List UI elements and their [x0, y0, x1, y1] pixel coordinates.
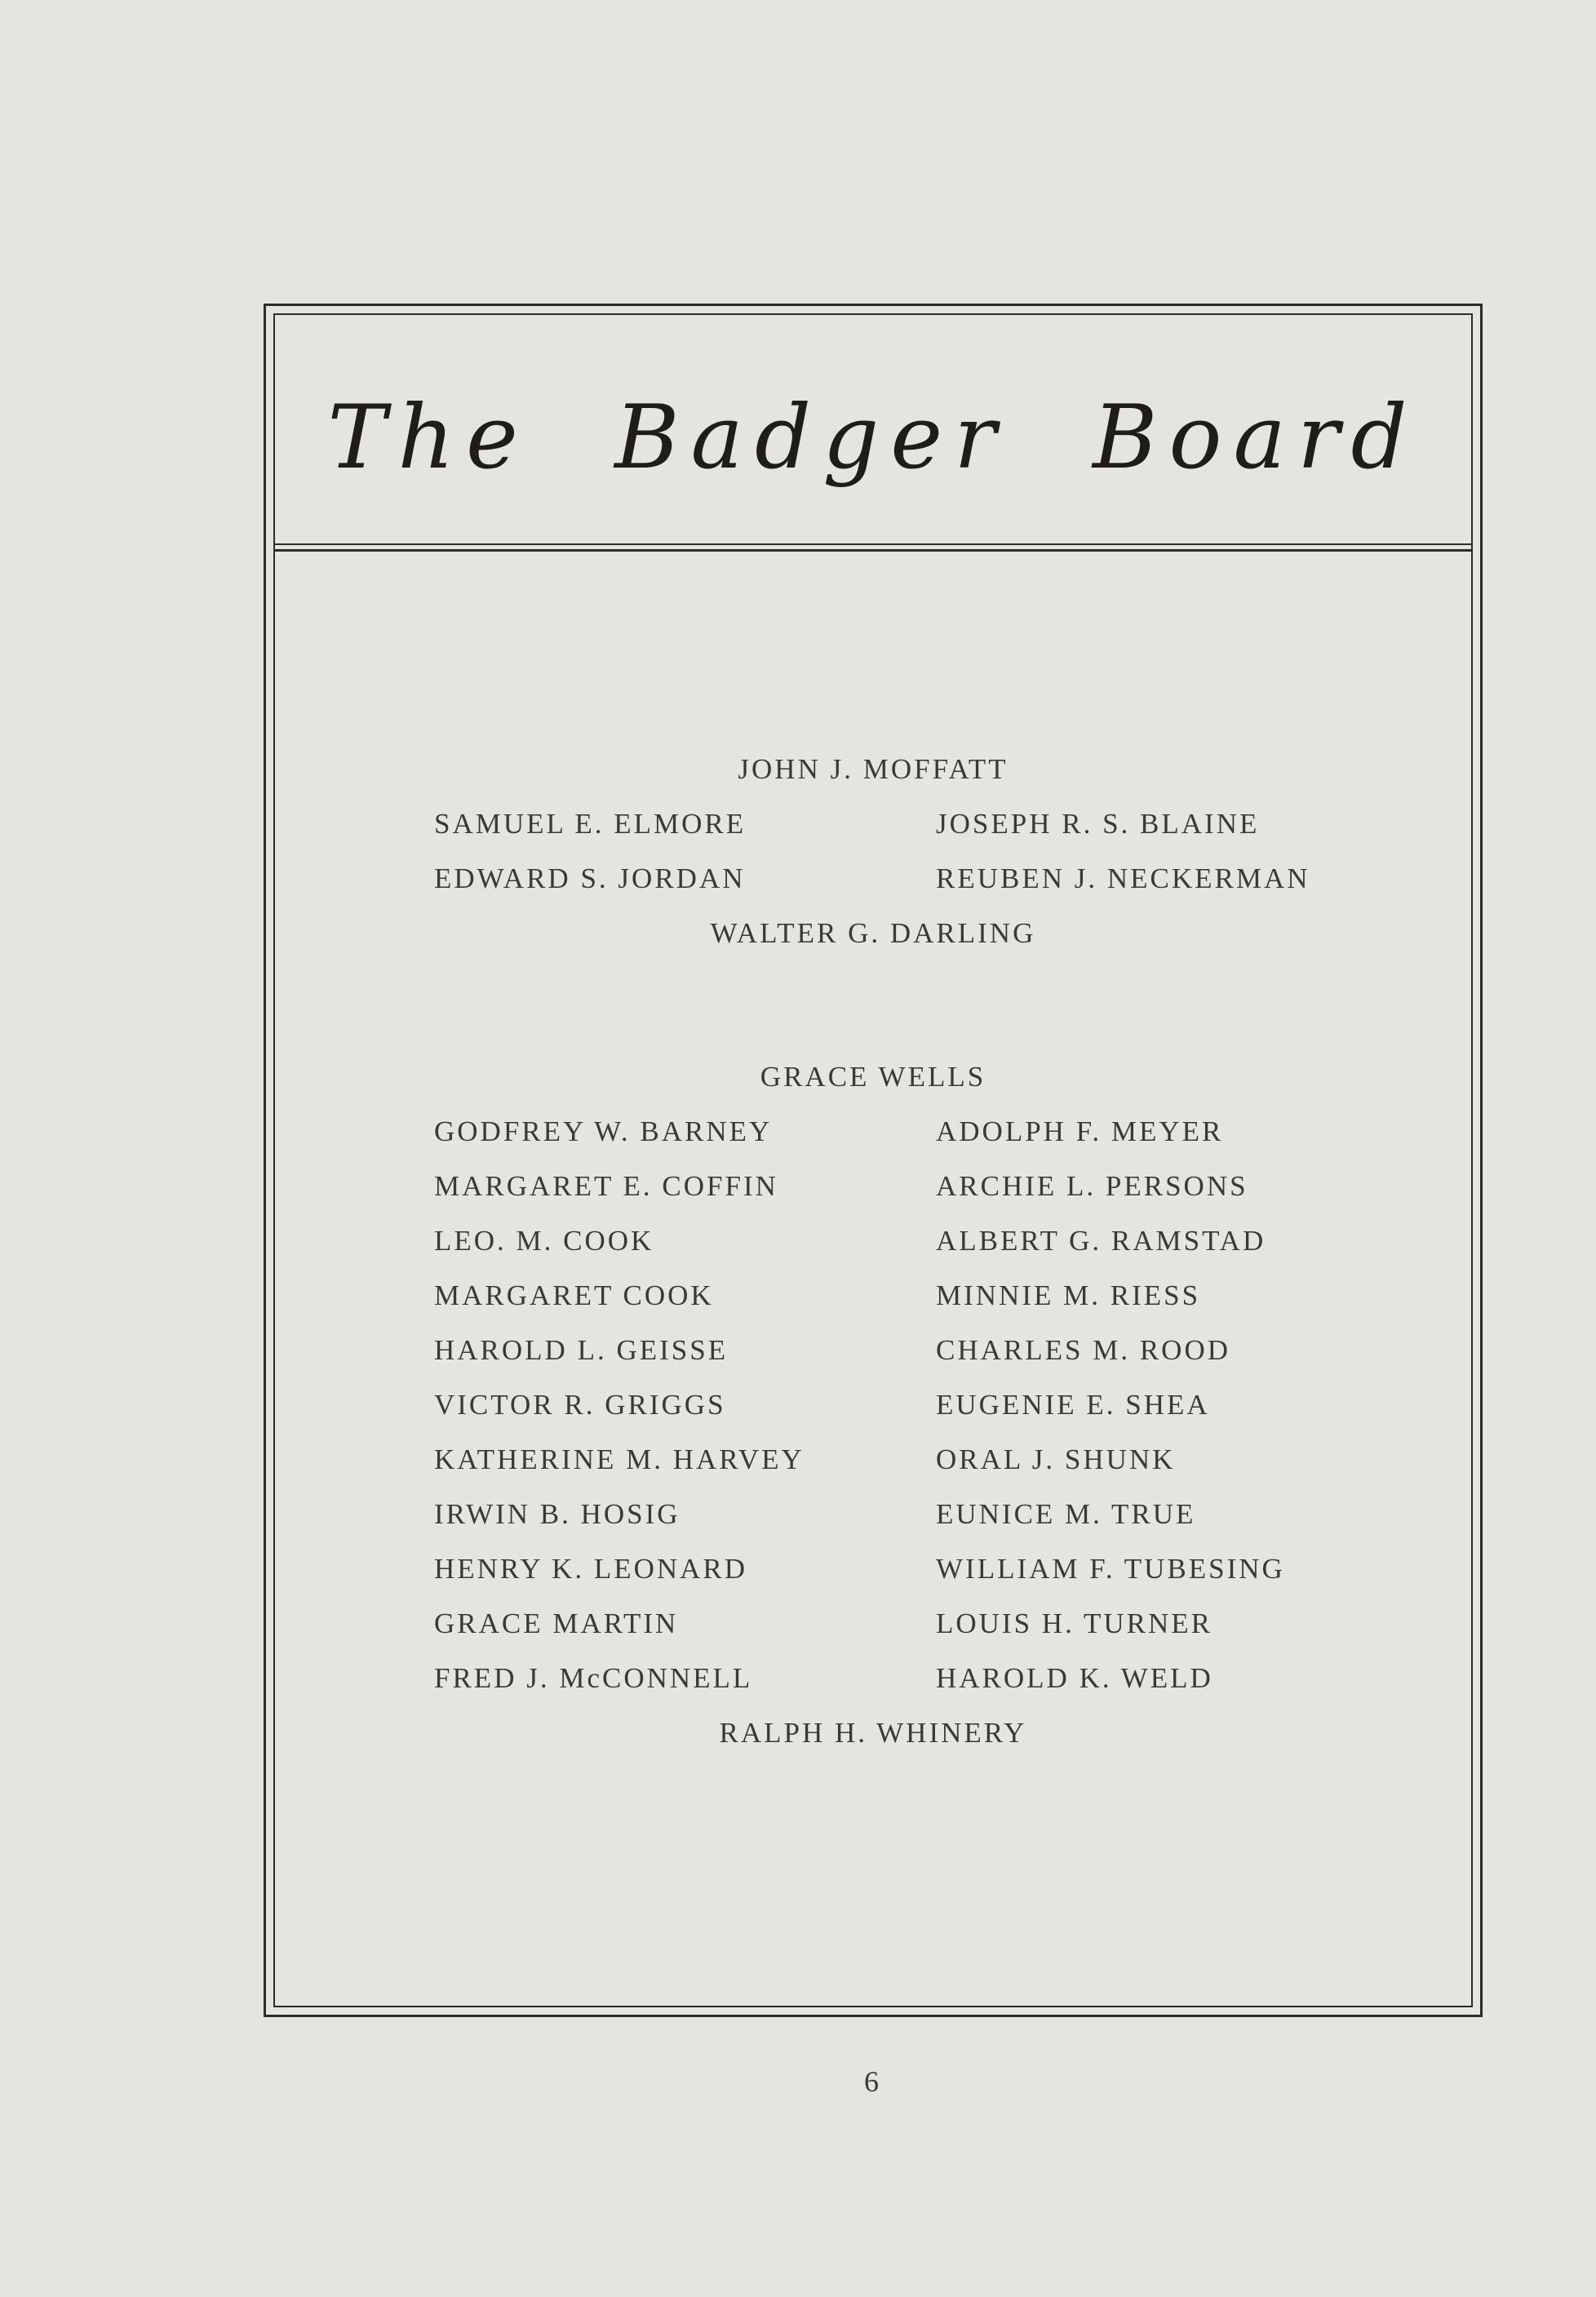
member-name: IRWIN B. HOSIG: [434, 1498, 681, 1530]
member-name: EUGENIE E. SHEA: [936, 1389, 1210, 1421]
member-row: [275, 1606, 1471, 1642]
member-name: WALTER G. DARLING: [710, 917, 1036, 949]
page-title: The Badger Board: [327, 387, 1419, 489]
member-name: GRACE MARTIN: [434, 1607, 679, 1639]
page-border: [264, 304, 1483, 2017]
member-name: ARCHIE L. PERSONS: [936, 1170, 1248, 1202]
member-name: GRACE WELLS: [760, 1061, 986, 1093]
member-name: KATHERINE M. HARVEY: [434, 1443, 805, 1475]
member-row: [275, 1114, 1471, 1150]
member-row: [275, 1497, 1471, 1532]
member-name: FRED J. McCONNELL: [434, 1662, 753, 1694]
member-name: LEO. M. COOK: [434, 1225, 654, 1257]
page-border-inner: [273, 313, 1473, 2007]
member-name: HENRY K. LEONARD: [434, 1553, 748, 1585]
member-row: [275, 1551, 1471, 1587]
member-name: HAROLD K. WELD: [936, 1662, 1213, 1694]
member-name: CHARLES M. ROOD: [936, 1334, 1231, 1366]
member-name: EDWARD S. JORDAN: [434, 862, 746, 894]
member-name: HAROLD L. GEISSE: [434, 1334, 729, 1366]
member-row: [275, 806, 1471, 842]
group2-header-row: [275, 1059, 1471, 1095]
member-name: LOUIS H. TURNER: [936, 1607, 1213, 1639]
member-row: [275, 1661, 1471, 1696]
group2-footer-row: [275, 1715, 1471, 1751]
group1-header-row: [275, 752, 1471, 787]
group1-footer-row: [275, 916, 1471, 951]
member-name: MARGARET E. COFFIN: [434, 1170, 778, 1202]
member-name: MARGARET COOK: [434, 1279, 714, 1311]
member-row: [275, 1333, 1471, 1368]
member-row: [275, 1442, 1471, 1478]
member-name: WILLIAM F. TUBESING: [936, 1553, 1285, 1585]
member-name: EUNICE M. TRUE: [936, 1498, 1196, 1530]
member-name: VICTOR R. GRIGGS: [434, 1389, 726, 1421]
member-name: SAMUEL E. ELMORE: [434, 808, 747, 840]
member-name: GODFREY W. BARNEY: [434, 1115, 773, 1147]
member-name: JOSEPH R. S. BLAINE: [936, 808, 1260, 840]
member-row: [275, 1387, 1471, 1423]
member-row: [275, 1223, 1471, 1259]
page-number: 6: [864, 2065, 879, 2098]
member-name: REUBEN J. NECKERMAN: [936, 862, 1310, 894]
member-row: [275, 1168, 1471, 1204]
member-name: ALBERT G. RAMSTAD: [936, 1225, 1266, 1257]
member-row: [275, 1278, 1471, 1314]
member-name: ORAL J. SHUNK: [936, 1443, 1176, 1475]
member-name: JOHN J. MOFFATT: [738, 753, 1009, 785]
member-name: MINNIE M. RIESS: [936, 1279, 1201, 1311]
title-panel: [275, 315, 1471, 545]
member-row: [275, 861, 1471, 897]
member-name: RALPH H. WHINERY: [719, 1717, 1027, 1749]
member-name: ADOLPH F. MEYER: [936, 1115, 1224, 1147]
